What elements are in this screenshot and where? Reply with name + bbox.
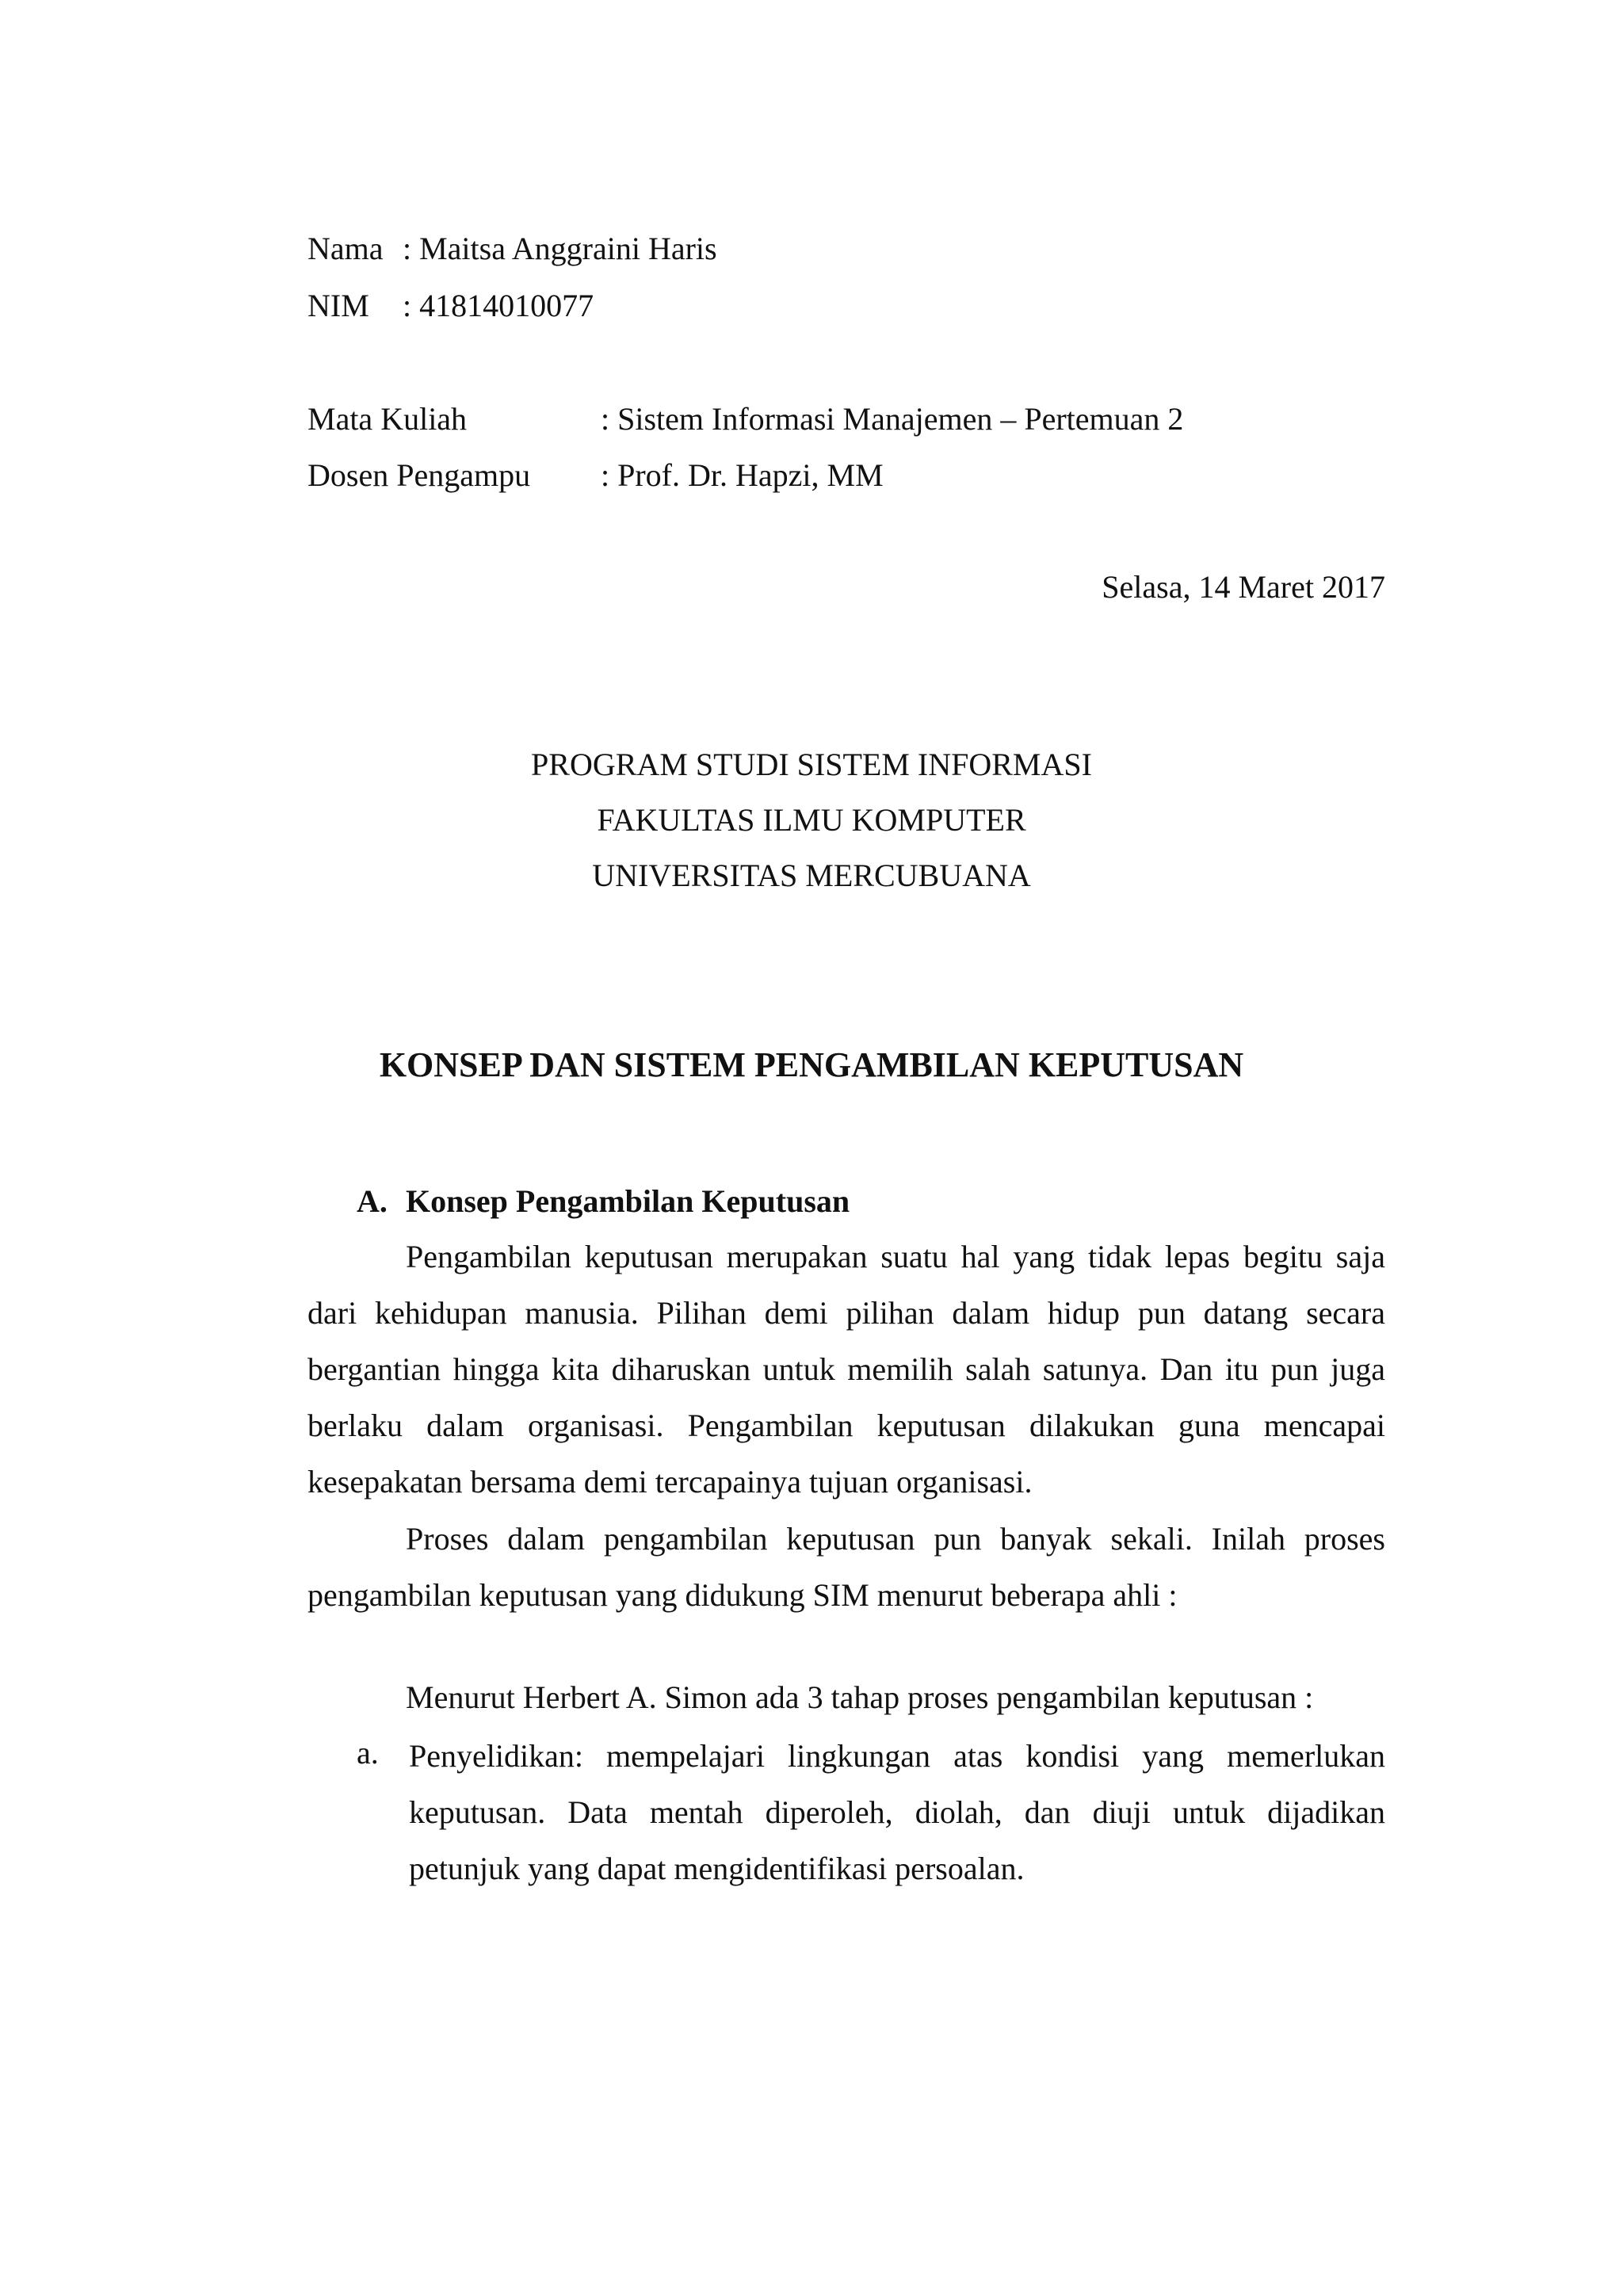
lecturer-label: Dosen Pengampu [307,457,531,493]
paragraph-1: Pengambilan keputusan merupakan suatu hal yang tidak lepas begitu saja dari kehidupan manusia. Pilihan demi pilihan dalam hidup pun datang secara bergantian hingga kita diharuskan untuk memilih salah satunya. Dan itu pun juga berlaku dalam organisasi. Pengambilan keputusan dilakukan guna mencapai kesepakatan bersama demi tercapainya tujuan organisasi. [307,1239,1385,1499]
nim-value: : 41814010077 [403,288,594,323]
subject-value: : Sistem Informasi Manajemen – Pertemuan 2 [601,401,1184,437]
name-label: Nama [307,231,384,266]
name-value: : Maitsa Anggraini Haris [403,231,717,266]
lecturer-value: : Prof. Dr. Hapzi, MM [601,457,884,493]
list-marker: a. [357,1735,379,1771]
list-item-text: Penyelidikan: mempelajari lingkungan atas kondisi yang memerlukan keputusan. Data mentah diperoleh, diolah, dan diuji untuk dijadikan petunjuk yang dapat mengidentifikasi persoalan. [409,1738,1385,1886]
institution-block [0,737,1623,904]
university-name: UNIVERSITAS MERCUBUANA [592,858,1031,893]
document-title: KONSEP DAN SISTEM PENGAMBILAN KEPUTUSAN [379,1045,1244,1084]
section-marker: A. [357,1183,388,1219]
faculty-name: FAKULTAS ILMU KOMPUTER [597,802,1026,838]
nim-label: NIM [307,288,369,323]
simon-intro: Menurut Herbert A. Simon ada 3 tahap proses pengambilan keputusan : [406,1679,1314,1715]
document-date: Selasa, 14 Maret 2017 [1102,569,1385,605]
subject-label: Mata Kuliah [307,401,468,437]
section-heading: Konsep Pengambilan Keputusan [406,1183,850,1219]
paragraph-2: Proses dalam pengambilan keputusan pun banyak sekali. Inilah proses pengambilan keputusan yang didukung SIM menurut beberapa ahli : [307,1521,1385,1613]
program-name: PROGRAM STUDI SISTEM INFORMASI [531,747,1092,782]
